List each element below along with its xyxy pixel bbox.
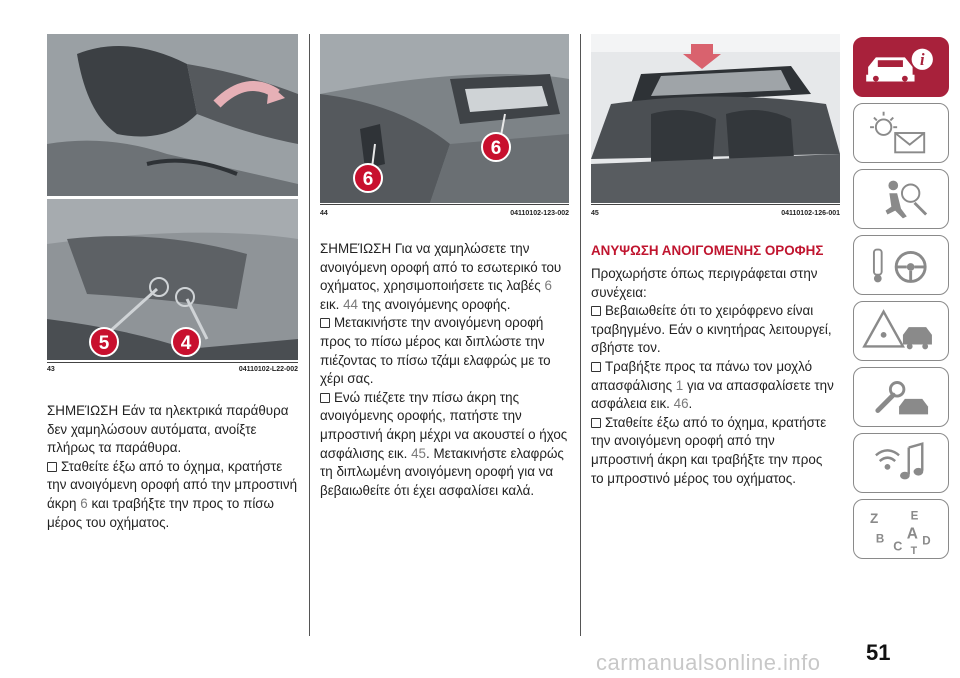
reference-number: 1 (675, 377, 684, 393)
tab-warning-lights[interactable] (853, 103, 949, 163)
step-paragraph: Ενώ πιέζετε την πίσω άκρη της ανοιγόμενης οροφής, πατήστε την μπροστινή άκρη μέχρι να ακουστεί ο ήχος ασφάλισης εικ. 45. Μετακινήστε ελαφρώς τη διπλωμένη ανοιγόμενη οροφή για να βεβαιωθείτε ότι έχει ασφαλίσει καλά. (320, 389, 568, 498)
figure-43-marker-4: 4 (171, 327, 201, 357)
tab-driving[interactable] (853, 235, 949, 295)
tab-maintenance[interactable] (853, 367, 949, 427)
reference-number: 6 (80, 495, 88, 511)
checkbox-icon (591, 362, 601, 372)
step-paragraph: Σταθείτε έξω από το όχημα, κρατήστε την ανοιγόμενη οροφή από την μπροστινή άκρη 6 και τραβήξτε την προς το πίσω μέρος του οχήματος. (47, 458, 298, 530)
page-number: 51 (866, 640, 891, 665)
column-divider-1 (309, 34, 310, 636)
step-paragraph: Βεβαιωθείτε ότι το χειρόφρενο είναι τραβηγμένο. Εάν ο κινητήρας λειτουργεί, σβήστε τον. (591, 303, 832, 356)
column-1-text (47, 402, 299, 532)
watermark: carmanualsonline.info (596, 650, 821, 675)
figure-code: 04110102-123-002 (510, 210, 569, 217)
svg-text:A: A (906, 525, 918, 543)
tab-multimedia[interactable] (853, 433, 949, 493)
step-paragraph: Σταθείτε έξω από το όχημα, κρατήστε την ανοιγόμενη οροφή από την μπροστινή άκρη και τραβήξτε την προς το μπροστινό μέρος του οχήματος. (591, 414, 827, 486)
figure-45-photo (591, 34, 840, 203)
warning-lights-icon (854, 104, 948, 162)
column-divider-2 (580, 34, 581, 636)
airbag-person-icon (854, 170, 948, 228)
checkbox-icon (320, 393, 330, 403)
svg-text:T: T (910, 545, 918, 558)
figure-45-caption (591, 210, 840, 220)
figure-code: 04110102-126-001 (781, 210, 840, 217)
figure-44-caption (320, 210, 569, 220)
tab-index[interactable] (853, 499, 949, 559)
music-wifi-icon (854, 434, 948, 492)
alphabet-index-icon (854, 500, 948, 558)
steering-wheel-icon (854, 236, 948, 294)
figure-43-marker-5: 5 (89, 327, 119, 357)
tab-safety[interactable] (853, 169, 949, 229)
tab-car-info[interactable] (853, 37, 949, 97)
figure-reference: 44 (343, 296, 359, 312)
figure-44-marker-6-left: 6 (353, 163, 383, 193)
figure-number: 45 (591, 210, 599, 217)
figure-43-rule (47, 362, 298, 363)
svg-text:D: D (922, 534, 931, 548)
note-paragraph: ΣΗΜΕΊΩΣΗ Για να χαμηλώσετε την ανοιγόμενη οροφή από το εσωτερικό του οχήματος, χρησιμοποιήσετε τις λαβές 6 εικ. 44 της ανοιγόμενης οροφής. (320, 241, 562, 312)
checkbox-icon (320, 318, 330, 328)
svg-text:i: i (919, 50, 925, 70)
note-paragraph: ΣΗΜΕΊΩΣΗ Εάν τα ηλεκτρικά παράθυρα δεν χαμηλώσουν αυτόματα, ανοίξτε πλήρως τα παράθυρα. (47, 403, 289, 456)
step-paragraph: Μετακινήστε την ανοιγόμενη οροφή προς το πίσω μέρος και διπλώστε την πιέζοντας το πίσω τζάμι ελαφρώς με το χέρι σας. (320, 315, 551, 387)
checkbox-icon (47, 462, 57, 472)
column-2-text (320, 240, 572, 500)
checkbox-icon (591, 306, 601, 316)
intro-paragraph: Προχωρήστε όπως περιγράφεται στην συνέχεια: (591, 266, 818, 300)
figure-reference: 45 (411, 445, 426, 461)
wrench-car-icon (854, 368, 948, 426)
figure-number: 44 (320, 210, 328, 217)
figure-43-photo-top (47, 34, 298, 196)
section-heading: ΑΝΥΨΩΣΗ ΑΝΟΙΓΟΜΕΝΗΣ ΟΡΟΦΗΣ (591, 243, 824, 258)
step-paragraph: Τραβήξτε προς τα πάνω τον μοχλό απασφάλισης 1 για να απασφαλίσετε την ασφάλεια εικ. 46. (591, 358, 834, 412)
figure-reference: 46 (673, 396, 689, 412)
checkbox-icon (591, 418, 601, 428)
car-info-icon (854, 38, 948, 96)
column-3-text (591, 243, 836, 488)
figure-45-rule (591, 204, 840, 205)
svg-text:Z: Z (870, 511, 879, 527)
roadside-emergency-icon (854, 302, 948, 360)
svg-text:E: E (910, 509, 919, 523)
figure-code: 04110102-L22-002 (238, 366, 298, 373)
tab-emergency[interactable] (853, 301, 949, 361)
figure-44-marker-6-right: 6 (481, 132, 511, 162)
svg-text:B: B (875, 532, 885, 546)
reference-number: 6 (544, 278, 552, 294)
figure-number: 43 (47, 366, 55, 373)
figure-44-rule (320, 204, 569, 205)
svg-text:C: C (893, 539, 903, 554)
figure-43-caption (47, 366, 298, 376)
